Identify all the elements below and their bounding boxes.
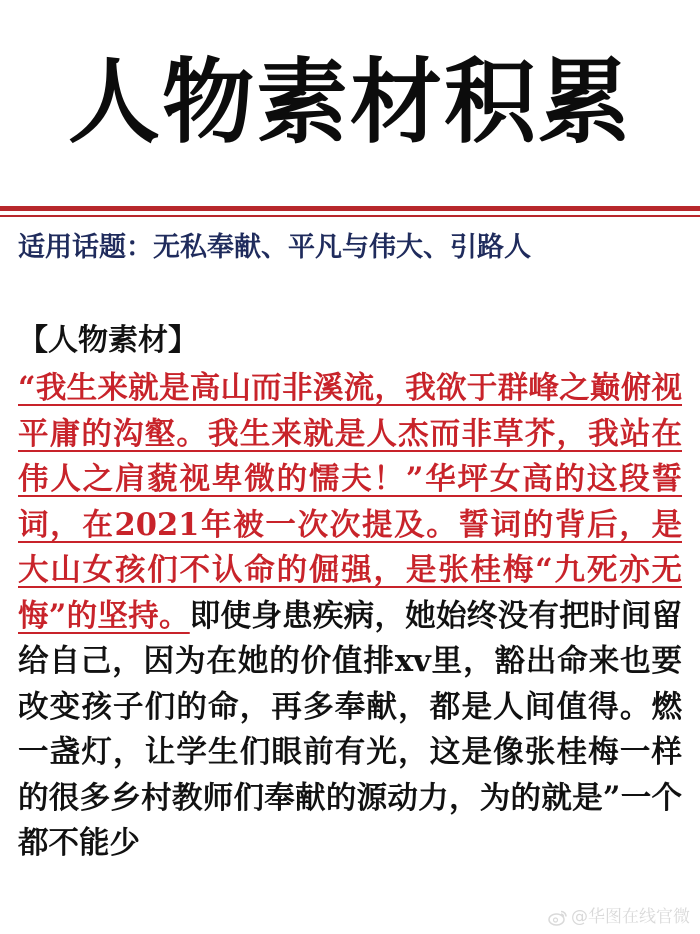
title-divider-thin bbox=[0, 215, 700, 217]
watermark bbox=[548, 906, 690, 928]
paragraph-body: 即使身患疾病，她始终没有把时间留给自己，因为在她的价值排xv里，豁出命来也要改变孩子们的命，再多奉献，都是人间值得。燃一盏灯，让学生们眼前有光，这是像张桂梅一样的很多乡村教师们奉献的源动力，为的就是”一个都不能少 bbox=[18, 597, 683, 861]
material-paragraph bbox=[18, 366, 682, 867]
watermark-text: @华图在线官微 bbox=[571, 907, 690, 927]
page-title: 人物素材积累 bbox=[67, 49, 632, 156]
section-heading: 【人物素材】 bbox=[18, 323, 198, 358]
title-divider-thick bbox=[0, 206, 700, 211]
applicable-topics: 适用话题：无私奉献、平凡与伟大、引路人 bbox=[18, 232, 531, 263]
weibo-icon bbox=[548, 909, 568, 926]
highlighted-quote: “我生来就是高山而非溪流，我欲于群峰之巅俯视平庸的沟壑。我生来就是人杰而非草芥，我站在伟人之肩藐视卑微的懦夫！”华坪女高的这段誓词，在2021年被一次次提及。誓词的背后，是大山女孩们不认命的倔强，是张桂梅“九死亦无悔”的坚持。 bbox=[18, 370, 682, 634]
